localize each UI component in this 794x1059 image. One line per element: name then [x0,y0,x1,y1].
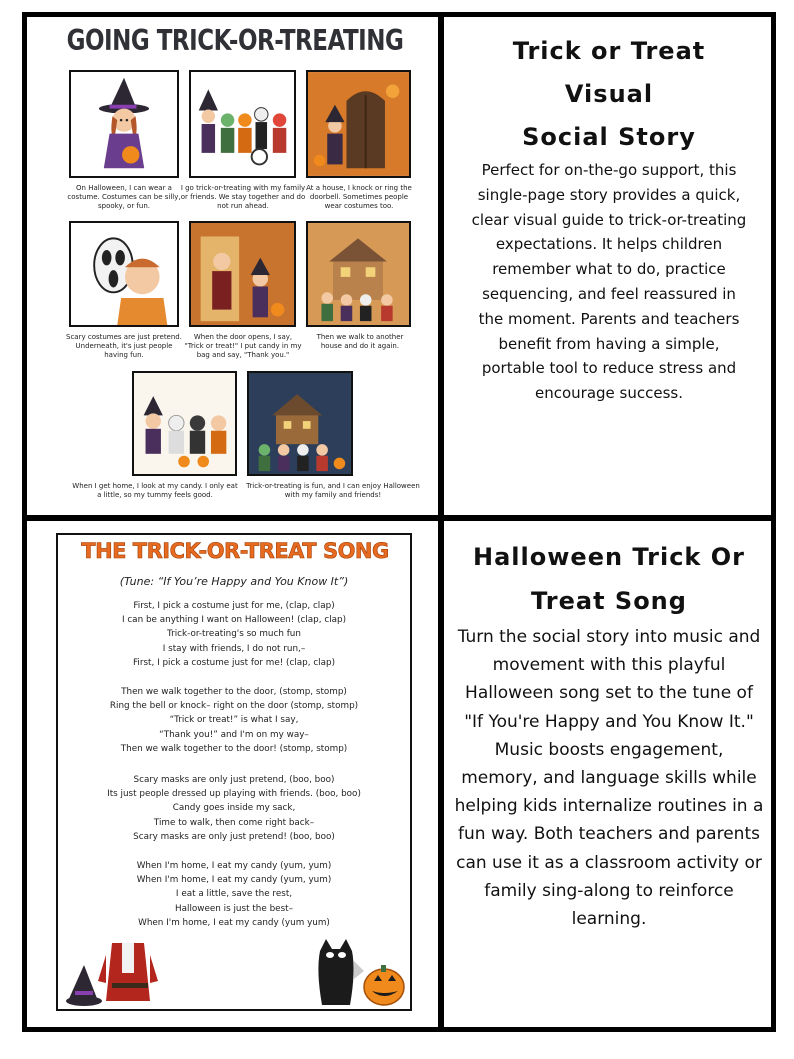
song-line: Candy goes inside my sack, [172,803,296,814]
song-line: I eat a little, save the rest, [175,889,293,900]
story-caption-3: At a house, I knock or ring the doorbell. Sometimes people wear costumes too. [306,184,412,210]
song-info-title [448,535,770,623]
witch-costume-picture [69,70,179,178]
family-group-picture [189,70,296,178]
song-info-title-line-1: Halloween Trick Or [473,543,745,571]
next-house-picture [306,221,411,327]
song-verse-3 [58,773,410,844]
song-line: When I'm home, I eat my candy (yum yum) [138,917,330,928]
column-divider [438,12,444,1032]
candy-at-home-picture [132,371,237,476]
song-line: “Trick or treat!” is what I say, [169,715,299,726]
song-line: First, I pick a costume just for me, (clap, clap) [133,601,335,611]
song-line: When I'm home, I eat my candy (yum, yum) [136,875,332,886]
story-description-panel [448,20,770,512]
song-line: Ring the bell or knock– right on the door (stomp, stomp) [109,701,359,712]
song-info-title-line-2: Treat Song [531,587,687,615]
song-line: Trick-or-treating's so much fun [167,629,301,640]
story-heading: GOING TRICK-OR-TREATING [66,24,404,58]
song-tune: (Tune: “If You’re Happy and You Know It”) [119,575,349,588]
song-line: Time to walk, then come right back– [153,817,315,828]
song-line: When I'm home, I eat my candy (yum, yum) [136,861,332,871]
cat-and-pumpkin-icon [310,931,406,1009]
song-line: Its just people dressed up playing with friends. (boo, boo) [107,789,361,800]
story-info-title-line-1: Trick or Treat [512,37,706,65]
song-info-description: Turn the social story into music and movement with this playful Halloween song set to the tune of "If You're Happy and You Know It." Music boosts engagement, memory, and language skills while helping kids internalize routines in a fun way. Both teachers and parents can use it as a classroom activity or family sing-along to reinforce learning. [454,627,764,930]
song-line: I can be anything I want on Halloween! (clap, clap) [121,615,347,626]
story-info-title-line-3: Social Story [522,123,696,151]
story-info-description: Perfect for on-the-go support, this single-page story provides a quick, clear visual guide to trick-or-treating expectations. It helps children remember what to do, practice sequencing, and feel reassured in the moment. Parents and teachers benefit from having a simple, portable tool to reduce stress and encourage success. [471,161,747,403]
story-caption-7: When I get home, I look at my candy. I only eat a little, so my tummy feels good. [72,482,238,499]
story-caption-8: Trick-or-treating is fun, and I can enjoy Halloween with my family and friends! [246,482,420,499]
witch-hat-costume-icon [64,931,174,1009]
story-caption-5: When the door opens, I say, "Trick or treat!" I put candy in my bag and say, "Thank you." [184,333,302,359]
song-line: Scary masks are only just pretend! (boo, boo) [133,831,335,842]
song-preview [56,533,412,1011]
row-divider [22,515,776,521]
song-line: First, I pick a costume just for me! (clap, clap) [132,657,336,668]
door-opens-picture [189,221,296,327]
song-verse-4 [58,859,410,930]
story-caption-6: Then we walk to another house and do it again. [316,333,404,350]
song-verse-1 [58,599,410,670]
song-line: “Thank you!” and I'm on my way– [159,729,309,740]
story-info-title [448,30,770,159]
song-heading: THE TRICK-OR-TREAT SONG [81,539,389,563]
song-line: I stay with friends, I do not run,– [162,643,306,654]
halloween-night-picture [247,371,353,476]
story-caption-2: I go trick-or-treating with my family or friends. We stay together and do not run ahead. [180,184,306,210]
door-knock-picture [306,70,411,178]
song-line: Halloween is just the best– [175,903,293,914]
song-line: Scary masks are only just pretend, (boo, boo) [133,775,335,785]
song-description-panel [448,525,770,1025]
song-line: Then we walk together to the door! (stomp, stomp) [120,743,348,754]
song-verse-2 [58,685,410,756]
story-info-title-line-2: Visual [564,80,654,108]
song-line: Then we walk together to the door, (stomp, stomp) [121,687,347,697]
story-caption-4: Scary costumes are just pretend. Underneath, it's just people having fun. [66,333,182,359]
story-caption-1: On Halloween, I can wear a costume. Costumes can be silly, spooky, or fun. [67,184,181,210]
scary-mask-picture [69,221,179,327]
